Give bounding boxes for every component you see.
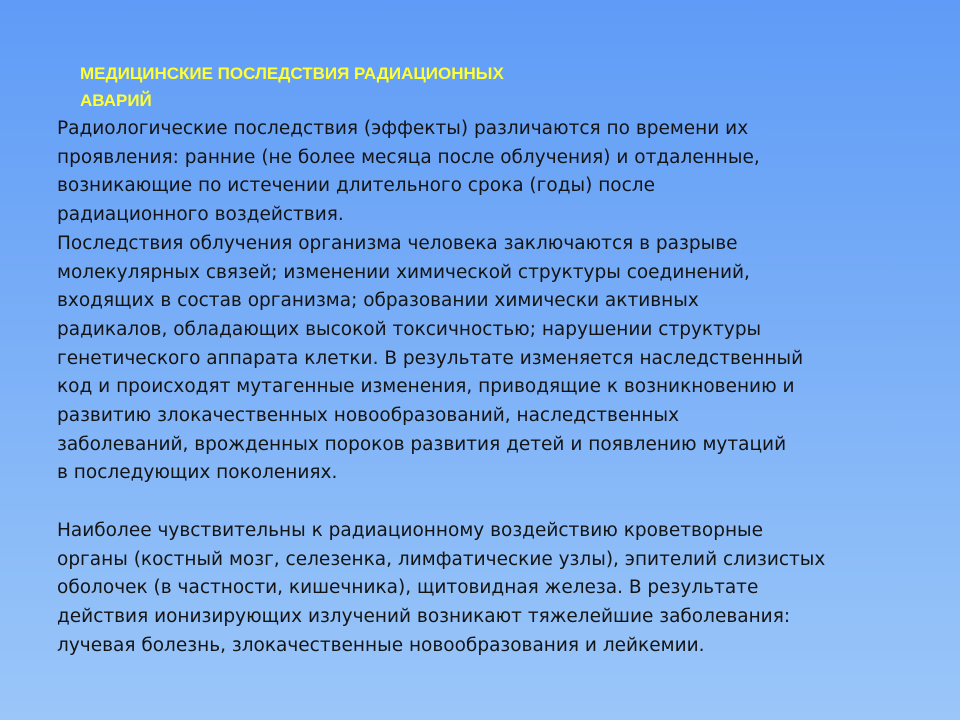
text-line: генетического аппарата клетки. В результате изменяется наследственный [57, 347, 804, 369]
text-line: возникающие по истечении длительного срока (годы) после [57, 175, 655, 197]
text-line: действия ионизирующих излучений возникают тяжелейшие заболевания: [57, 605, 791, 627]
slide-title-line: МЕДИЦИНСКИЕ ПОСЛЕДСТВИЯ РАДИАЦИОННЫХ [80, 64, 504, 83]
text-line: развитию злокачественных новообразований, наследственных [57, 405, 680, 427]
slide-body [57, 115, 917, 660]
paragraph-spacer [57, 488, 917, 517]
text-line: радикалов, обладающих высокой токсичностью; нарушении структуры [57, 318, 762, 340]
paragraph-irradiation-consequences [57, 230, 917, 488]
text-line: проявления: ранние (не более месяца после облучения) и отдаленные, [57, 146, 760, 168]
text-line: Радиологические последствия (эффекты) различаются по времени их [57, 118, 749, 139]
paragraph-sensitive-organs [57, 517, 917, 661]
text-line: оболочек (в частности, кишечника), щитовидная железа. В результате [57, 577, 759, 599]
slide-title-line: АВАРИЙ [80, 91, 152, 110]
slide-title [80, 60, 640, 114]
text-line: молекулярных связей; изменении химической структуры соединений, [57, 261, 750, 283]
text-line: радиационного воздействия. [57, 204, 344, 226]
text-line: Наиболее чувствительны к радиационному воздействию кроветворные [57, 519, 764, 541]
text-line: органы (костный мозг, селезенка, лимфатические узлы), эпителий слизистых [57, 548, 826, 570]
paragraph-radiological-effects [57, 115, 917, 230]
text-line: в последующих поколениях. [57, 462, 338, 484]
text-line: Последствия облучения организма человека заключаются в разрыве [57, 232, 738, 254]
text-line: заболеваний, врожденных пороков развития детей и появлению мутаций [57, 433, 787, 455]
text-line: лучевая болезнь, злокачественные новообразования и лейкемии. [57, 634, 705, 656]
text-line: входящих в состав организма; образовании химически активных [57, 290, 699, 312]
text-line: код и происходят мутагенные изменения, приводящие к возникновению и [57, 376, 795, 398]
